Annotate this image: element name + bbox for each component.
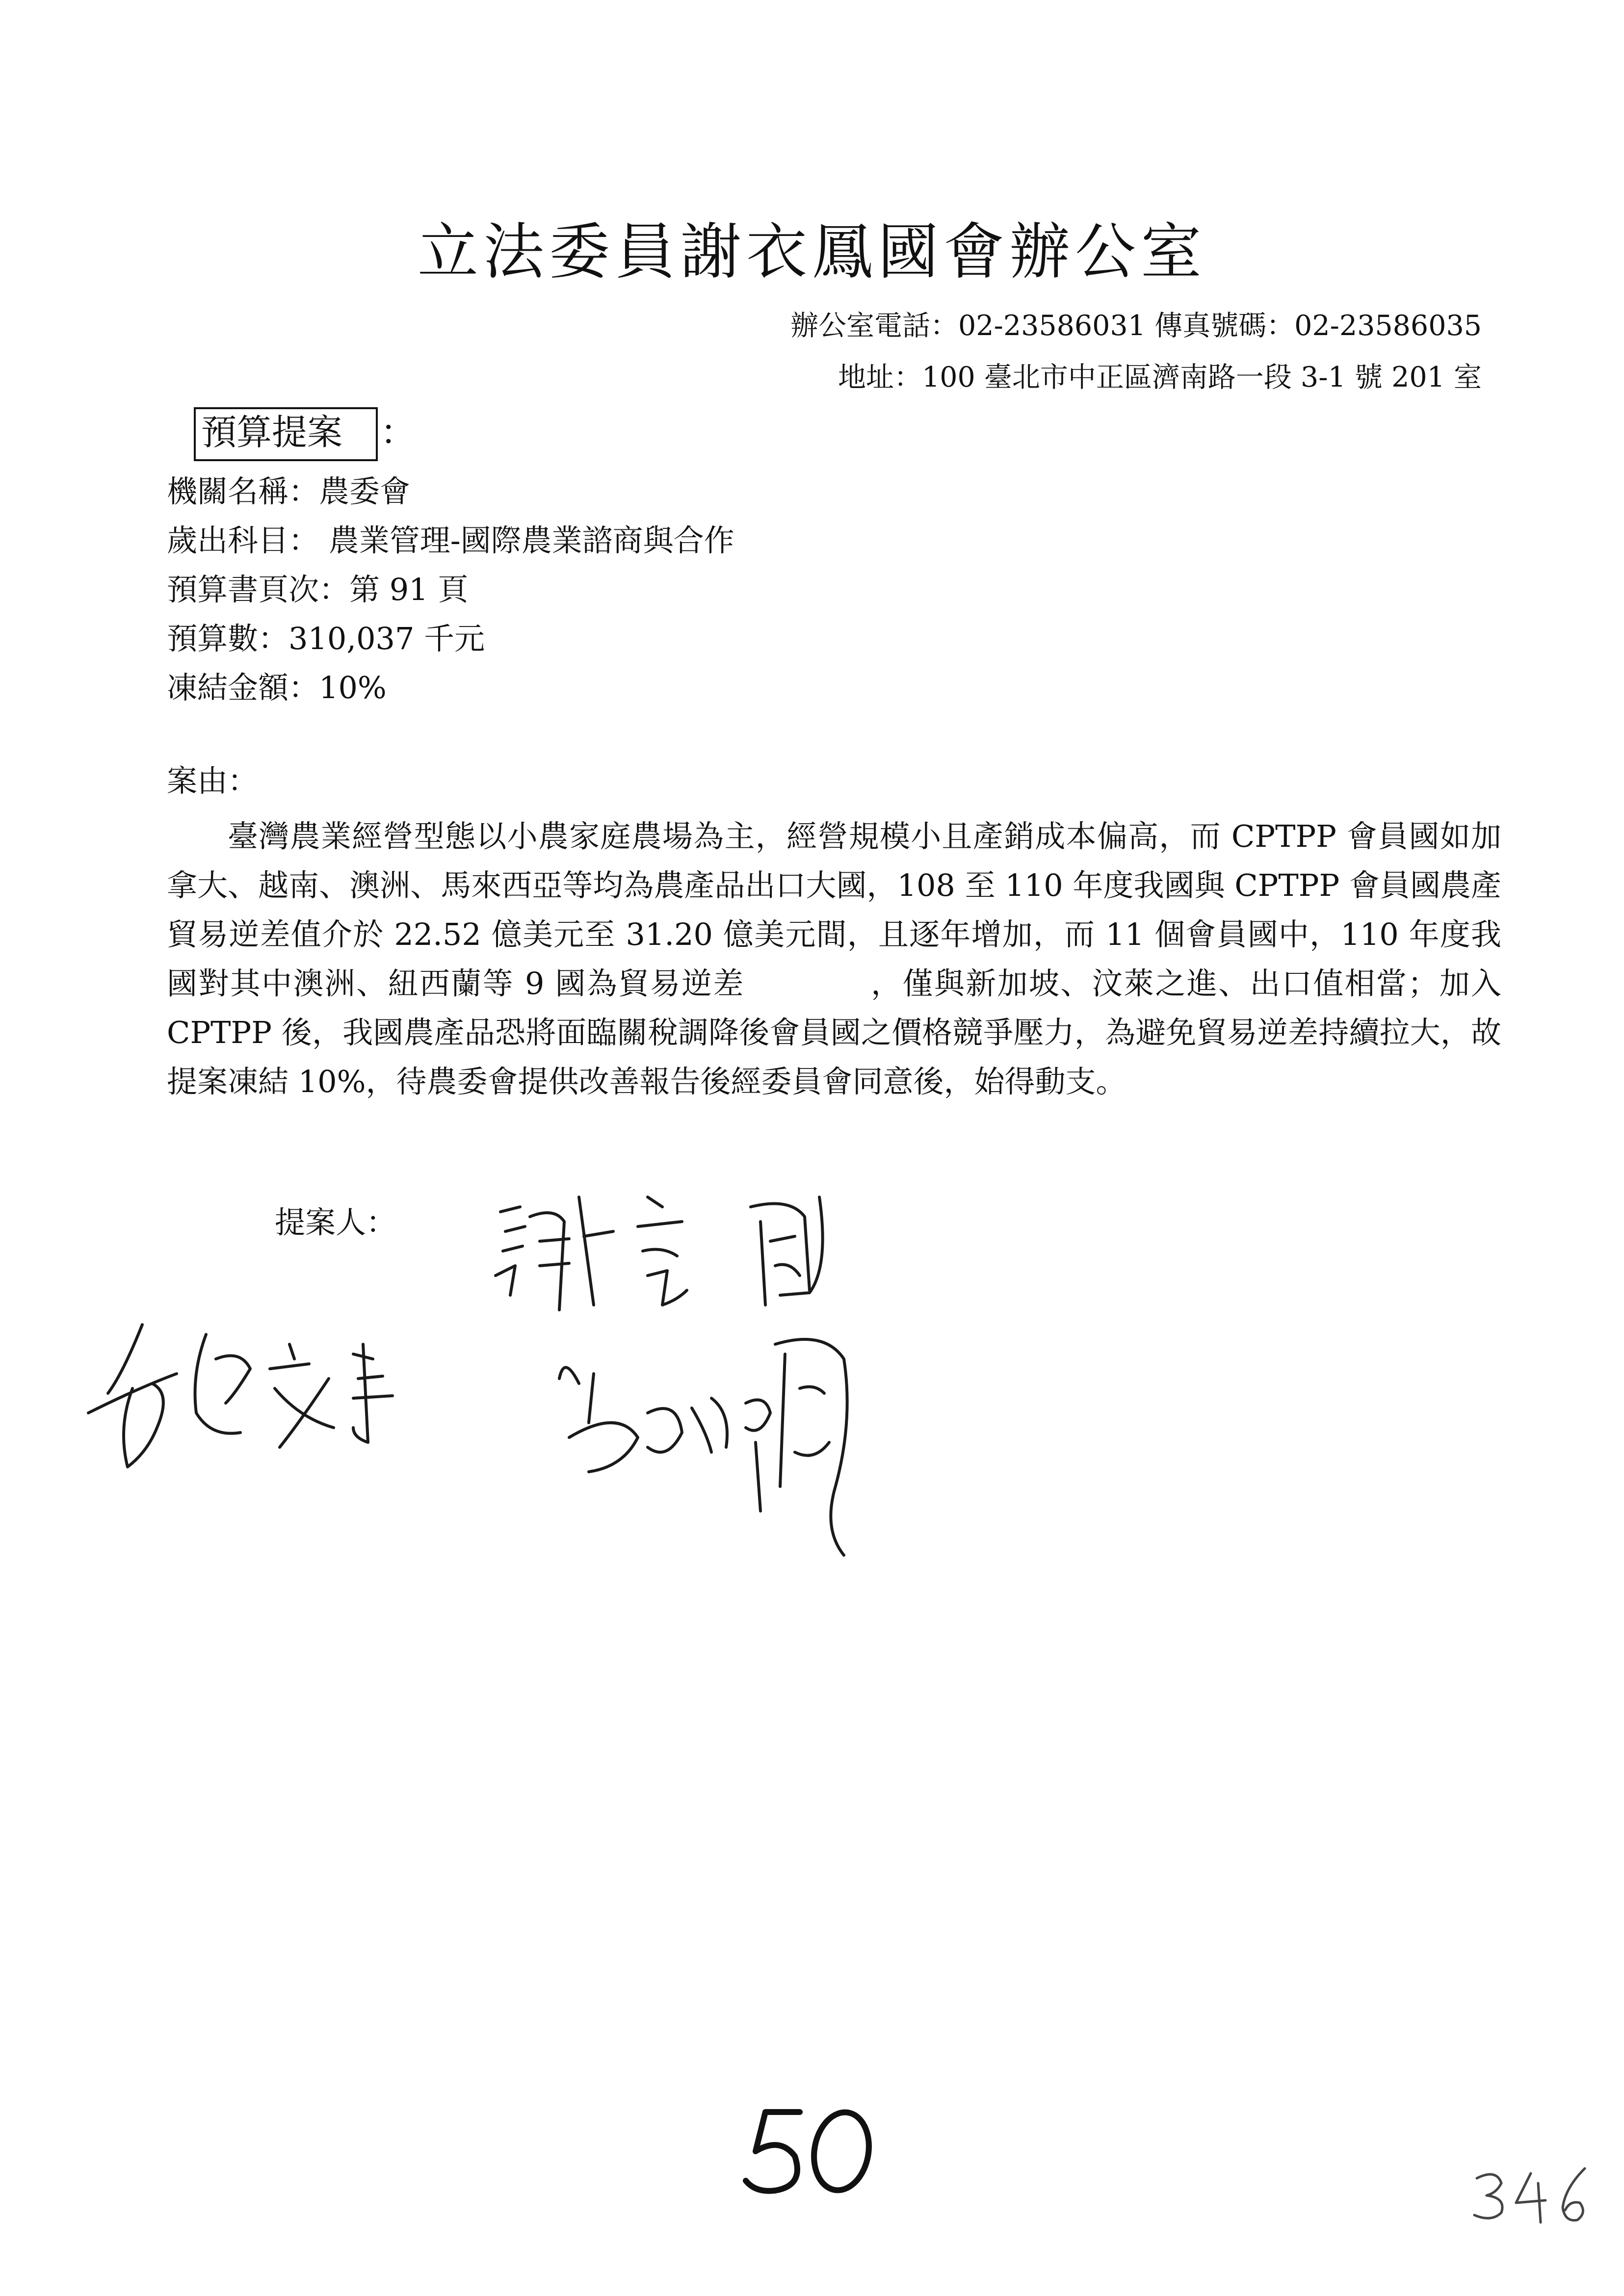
handwritten-page-number-50 (736, 2097, 883, 2205)
field-label: 凍結金額： (167, 670, 319, 705)
field-label: 預算書頁次： (167, 572, 350, 607)
signature-2 (79, 1315, 412, 1482)
field-expenditure-item (167, 522, 734, 559)
reason-paragraph: 臺灣農業經營型態以小農家庭農場為主，經營規模小且產銷成本偏高，而 CPTPP 會員國如加拿大、越南、澳洲、馬來西亞等均為農產品出口大國，108 至 110 年度我國與 CPTPP 會員國農產貿易逆差值介於 22.52 億美元至 31.20 億美元間，且逐年增加，而 11 個會員國中，110 年度我國對其中澳洲、紐西蘭等 9 國為貿易逆差 ，僅與新加坡、汶萊之進、出口值相當；加入 CPTPP 後，我國農產品恐將面臨關稅調降後會員國之價格競爭壓力，為避免貿易逆差持續拉大，故提案凍結 10%，待農委會提供改善報告後經委員會同意後，始得動支。 (167, 818, 1501, 1099)
field-value: 第 91 頁 (349, 572, 469, 607)
field-value: 10% (319, 670, 387, 705)
signature-3 (550, 1325, 903, 1570)
field-budget-page (167, 572, 468, 608)
proposal-heading-colon: ： (380, 412, 416, 453)
office-title: 立法委員謝衣鳳國會辦公室 (417, 217, 1206, 287)
reason-label: 案由： (167, 763, 259, 799)
field-label: 歲出科目： (167, 522, 319, 558)
proposer-label: 提案人： (275, 1204, 397, 1240)
address-line: 地址：100 臺北市中正區濟南路一段 3-1 號 201 室 (838, 361, 1482, 393)
signature-1 (486, 1177, 947, 1344)
field-value: 310,037 千元 (288, 621, 485, 656)
proposal-heading: 預算提案 (201, 412, 343, 453)
field-budget-amount (167, 621, 485, 657)
field-label: 預算數： (167, 621, 289, 656)
field-label: 機關名稱： (167, 473, 319, 509)
field-agency (167, 473, 410, 510)
field-value: 農業管理-國際農業諮商與合作 (319, 522, 734, 558)
field-frozen-amount (167, 670, 387, 706)
field-value: 農委會 (319, 473, 411, 509)
contact-line: 辦公室電話：02-23586031 傳真號碼：02-23586035 (790, 310, 1482, 342)
handwritten-page-number-346 (1467, 2159, 1599, 2227)
